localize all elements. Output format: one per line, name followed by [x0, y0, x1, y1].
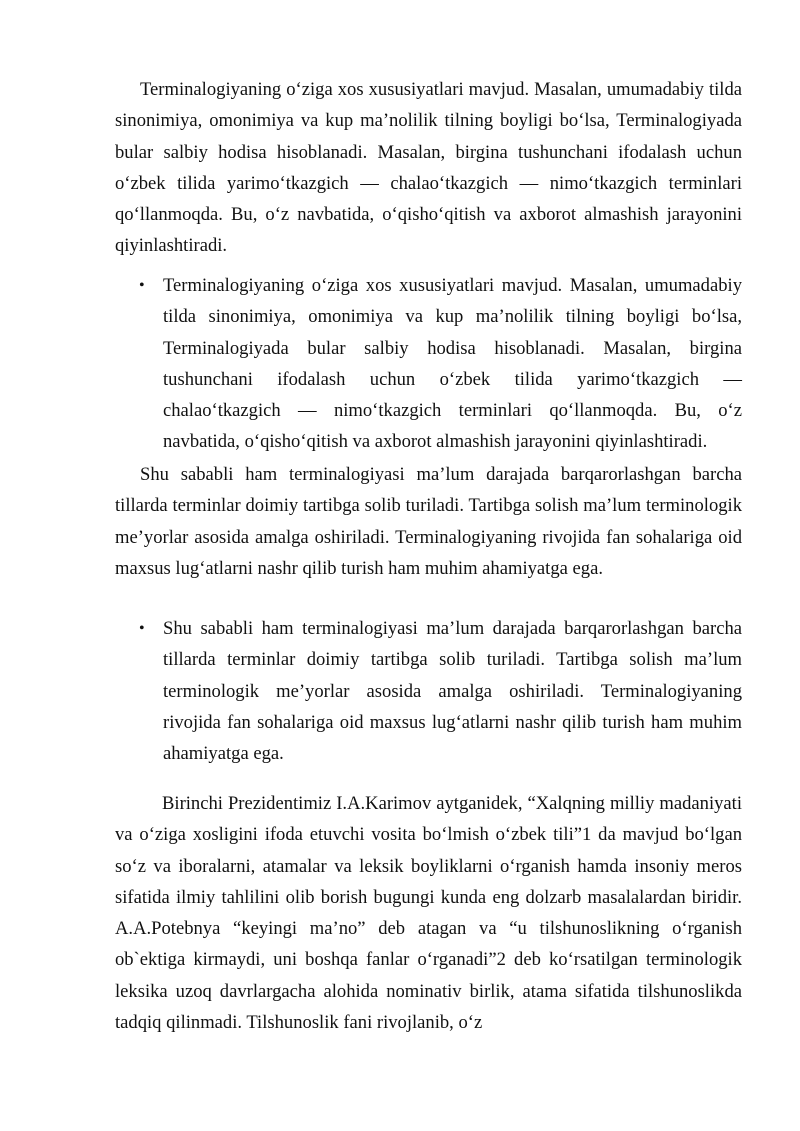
bullet-text: Terminalogiyaning o‘ziga xos xususiyatlari mavjud. Masalan, umumadabiy tilda sinonimiya, omonimiya va kup ma’nolilik tilning boyligi bo‘lsa, Terminalogiyada bular salbiy hodisa hisoblanadi. Masalan, birgina tushunchani ifodalash uchun o‘zbek tilida yarimo‘tkazgich — chalao‘tkazgich — nimo‘tkazgich terminlari qo‘llanmoqda. Bu, o‘z navbatida, o‘qisho‘qitish va axborot almashish jarayonini qiyinlashtiradi.	[163, 275, 742, 453]
body-paragraph: Shu sababli ham terminalogiyasi ma’lum darajada barqarorlashgan barcha tillarda terminlar doimiy tartibga solib turiladi. Tartibga solish ma’lum terminologik me’yorlar asosida amalga oshiriladi. Terminalogiyaning rivojida fan sohalariga oid maxsus lug‘atlarni nashr qilib turish ham muhim ahamiyatga ega.	[115, 464, 742, 579]
body-paragraph: Birinchi Prezidentimiz I.A.Karimov aytganidek, “Xalqning milliy madaniyati va o‘ziga xosligini ifoda etuvchi vosita bo‘lmish o‘zbek tili”1 da mavjud bo‘lgan so‘z va iboralarni, atamalar va leksik boyliklarni o‘rganish hamda insoniy meros sifatida ilmiy tahlilini olib borish bugungi kunda eng dolzarb masalalardan biridir. A.A.Potebnya “keyingi ma’no” deb atagan va “u tilshunoslikning o‘rganish ob`ektiga kirmaydi, uni boshqa fanlar o‘rganadi”2 deb ko‘rsatilgan terminologik leksika uzoq davrlargacha alohida nominativ birlik, atama sifatida tilshunoslikda tadqiq qilinmadi. Tilshunoslik fani rivojlanib, o‘z	[115, 793, 742, 1034]
body-paragraph: Terminalogiyaning o‘ziga xos xususiyatlari mavjud. Masalan, umumadabiy tilda sinonimiya, omonimiya va kup ma’nolilik tilning boyligi bo‘lsa, Terminalogiyada bular salbiy hodisa hisoblanadi. Masalan, birgina tushunchani ifodalash uchun o‘zbek tilida yarimo‘tkazgich — chalao‘tkazgich — nimo‘tkazgich terminlari qo‘llanmoqda. Bu, o‘z navbatida, o‘qisho‘qitish va axborot almashish jarayonini qiyinlashtiradi.	[115, 79, 742, 257]
bullet-marker: •	[139, 620, 145, 637]
bullet-marker: •	[139, 277, 145, 294]
bullet-text: Shu sababli ham terminalogiyasi ma’lum darajada barqarorlashgan barcha tillarda terminlar doimiy tartibga solib turiladi. Tartibga solish ma’lum terminologik me’yorlar asosida amalga oshiriladi. Terminalogiyaning rivojida fan sohalariga oid maxsus lug‘atlarni nashr qilib turish ham muhim ahamiyatga ega.	[163, 618, 742, 765]
